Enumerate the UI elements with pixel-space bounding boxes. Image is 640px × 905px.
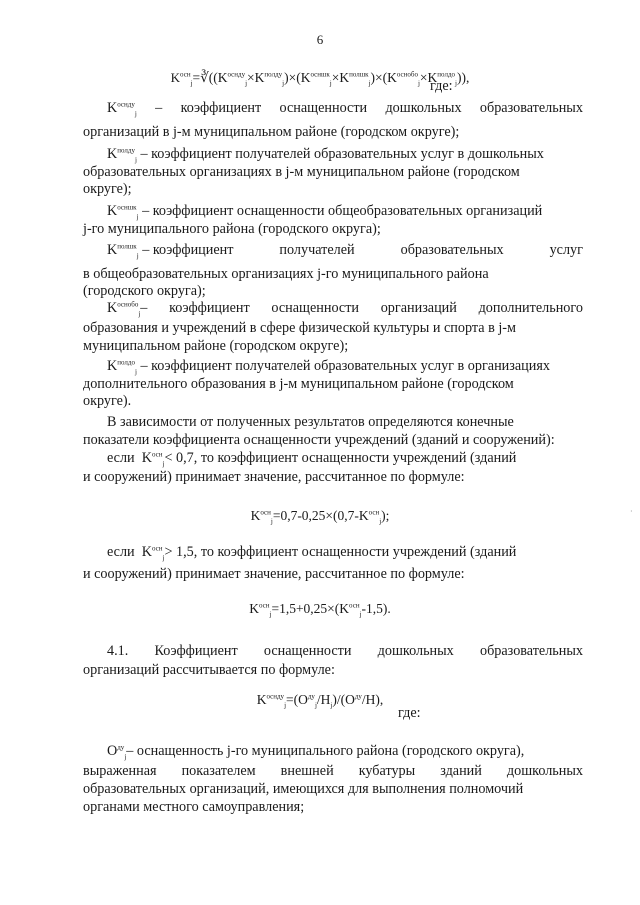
definition-line: организаций в j-м муниципальном районе (городском округе); (83, 124, 460, 140)
formula-low: $K^{осн}_j=0,7-0,25\times(0,7-K^{осн}_j)$; (250, 508, 390, 526)
condition-line: и сооружений) принимает значение, рассчитанное по формуле: (83, 469, 465, 485)
section-4-1-heading: 4.1. Коэффициент оснащенности дошкольных образовательных (107, 643, 583, 659)
definition-line: образовательных организаций, имеющихся для выполнения полномочий (83, 781, 524, 797)
condition-line: и сооружений) принимает значение, рассчитанное по формуле: (83, 566, 465, 582)
formula-dou: $K^{оснду}_j=(O^{ду}_j/H_j)/(O^{ду}/H)$, (256, 692, 384, 710)
definition-полдо: $K^{полдо}_j$ – коэффициент получателей образовательных услуг в организациях (107, 358, 550, 376)
paragraph-line: В зависимости от полученных результатов определяются конечные (107, 414, 514, 430)
section-line: организаций рассчитывается по формуле: (83, 662, 335, 678)
definition-O: $O^{ду}_j-$ оснащенность j-го муниципального района (городского округа), (107, 743, 525, 761)
definition-line: округе); (83, 181, 132, 197)
definition-oсншк: $K^{осншк}_j$ – коэффициент оснащенности общеобразовательных организаций (107, 203, 543, 221)
paragraph-line: показатели коэффициента оснащенности учреждений (зданий и сооружений): (83, 432, 555, 448)
definition-line: выраженная показателем внешней кубатуры зданий дошкольных (83, 763, 583, 779)
formula-dou-where: где: (398, 705, 421, 721)
definition-line: (городского округа); (83, 283, 206, 299)
page-number: 6 (316, 32, 324, 47)
condition-low: если $K^{осн}_j< 0,7$, то коэффициент оснащенности учреждений (зданий (107, 450, 517, 468)
main-formula-where: где: (430, 78, 453, 94)
definition-line: округе). (83, 393, 132, 409)
definition-оснобо: $K^{оснобо}_j-$ коэффициент оснащенности организаций дополнительного (107, 300, 583, 318)
formula-high: $K^{осн}_j=1,5+0,25\times(K^{осн}_j-1,5)$. (249, 601, 391, 619)
definition-line: органами местного самоуправления; (83, 799, 305, 815)
margin-mark: · (630, 507, 633, 516)
definition-line: в общеобразовательных организациях j-го муниципального района (83, 266, 489, 282)
definition-line: муниципальном районе (городском округе); (83, 338, 349, 354)
definition-line: j-го муниципального района (городского округа); (83, 221, 381, 237)
main-formula: $K^{осн}_j=∛((K^{оснду}_j\times K^{полду}_j)\times(K^{осншк}_j\times K^{полшк}_j)\times(K^{оснобо}_j\times K^{полдо}_j))$, (170, 70, 470, 88)
definition-polду: $K^{полду}_j$ – коэффициент получателей образовательных услуг в дошкольных (107, 146, 544, 164)
definition-line: образовательных организациях в j-м муниципальном районе (городском (83, 164, 520, 180)
definition-полшк: $K^{полшк}_j$ – коэффициент получателей образовательных услуг (107, 242, 583, 260)
definition-line: образования и учреждений в сфере физической культуры и спорта в j-м (83, 320, 516, 336)
definition-line: дополнительного образования в j-м муниципальном районе (городском (83, 376, 514, 392)
condition-high: если $K^{осн}_j> 1,5$, то коэффициент оснащенности учреждений (зданий (107, 544, 517, 562)
definition-oснду: $K^{оснду}_j$ – коэффициент оснащенности дошкольных образовательных (107, 100, 583, 118)
